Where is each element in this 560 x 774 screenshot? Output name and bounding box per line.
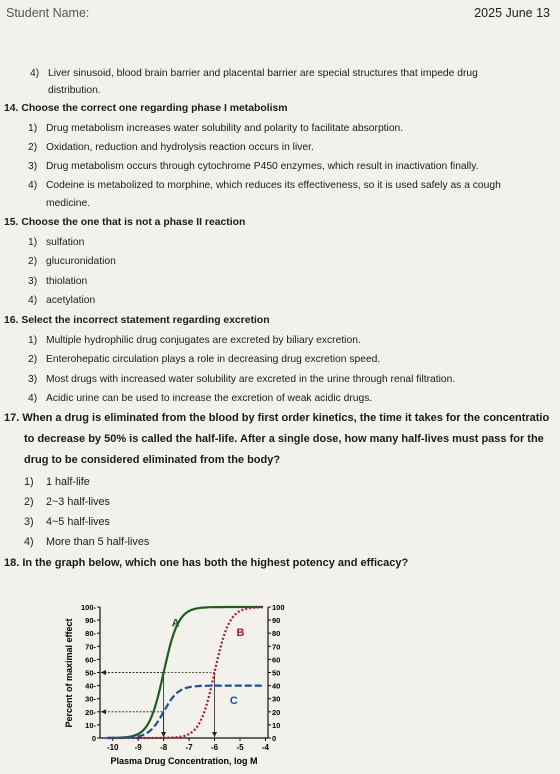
x-tick-label: -7 — [185, 743, 193, 752]
option-text: 2~3 half-lives — [46, 496, 110, 508]
y-tick-label-left: 80- — [85, 629, 96, 639]
q14-option-4-cont: medicine. — [46, 198, 91, 209]
y-tick-label-left: 10- — [85, 720, 96, 730]
option-text: acetylation — [46, 295, 96, 306]
y-tick-label-right: 70 — [272, 642, 281, 652]
option-text: thiolation — [46, 276, 88, 287]
option-text: Acidic urine can be used to increase the excretion of weak acidic drugs. — [46, 393, 373, 404]
exam-date: 2025 June 13 — [474, 6, 550, 20]
option-number: 1) — [24, 476, 34, 488]
option-number: 2) — [28, 142, 38, 153]
option-text: 4~5 half-lives — [46, 516, 110, 528]
x-tick-label: -10 — [106, 743, 119, 752]
q14-title: 14. Choose the correct one regarding phase I metabolism — [4, 103, 288, 114]
dose-response-chart — [60, 598, 310, 768]
x-tick-label: -9 — [134, 743, 142, 752]
q16-option-3 — [28, 373, 455, 386]
option-text: Drug metabolism occurs through cytochrome P450 enzymes, which result in inactivation finally. — [46, 161, 479, 172]
option-number: 2) — [24, 496, 34, 508]
x-axis-label: Plasma Drug Concentration, log M — [110, 756, 258, 766]
q13-option-4 — [30, 67, 478, 80]
q15-option-3 — [28, 275, 87, 288]
chart-ticks — [81, 603, 285, 752]
x-tick-label: -6 — [210, 743, 219, 752]
y-tick-label-right: 40 — [272, 681, 281, 691]
x-tick-label: -4 — [261, 743, 270, 752]
option-text: Multiple hydrophilic drug conjugates are excreted by biliary excretion. — [46, 335, 361, 346]
option-number: 4) — [28, 393, 38, 404]
ref-arrow-down — [161, 732, 166, 737]
q17-line-1: 17. When a drug is eliminated from the blood by first order kinetics, the time it takes for the concentratio — [4, 412, 550, 424]
option-text: Most drugs with increased water solubility are excreted in the urine through renal filtration. — [46, 374, 456, 385]
q15-option-2 — [28, 255, 116, 268]
ref-arrow-left — [101, 670, 106, 675]
q17-option-4 — [24, 535, 149, 549]
q16-option-4 — [28, 392, 372, 405]
option-text: Oxidation, reduction and hydrolysis reaction occurs in liver. — [46, 142, 314, 153]
y-tick-label-left: 70- — [85, 642, 96, 652]
q16-option-2 — [28, 353, 380, 366]
option-number: 1) — [28, 237, 38, 248]
y-tick-label-right: 100 — [272, 603, 285, 612]
q15-option-1 — [28, 236, 84, 249]
option-text: glucuronidation — [46, 256, 116, 267]
y-tick-label-left: 30- — [85, 694, 96, 704]
y-tick-label-right: 30 — [272, 694, 281, 704]
option-number: 4) — [30, 68, 40, 79]
y-tick-label-right: 90 — [272, 616, 281, 626]
y-tick-label-left: 60- — [85, 655, 96, 665]
q17-line-3: drug to be considered eliminated from the body? — [24, 454, 281, 466]
y-tick-label-right: 80 — [272, 629, 281, 639]
y-tick-label-left: 40- — [85, 681, 96, 691]
y-tick-label-left: 90- — [85, 616, 96, 626]
option-number: 2) — [28, 256, 38, 267]
option-text: sulfation — [46, 237, 85, 248]
y-tick-label-right: 60 — [272, 655, 281, 665]
option-text: Liver sinusoid, blood brain barrier and placental barrier are special structures that impede drug — [48, 68, 478, 79]
q17-line-2: to decrease by 50% is called the half-life. After a single dose, how many half-lives must pass for the — [24, 433, 544, 445]
series-label-c: C — [229, 694, 238, 707]
q15-option-4 — [28, 294, 95, 307]
ref-arrow-down — [212, 732, 217, 737]
q17-option-1 — [24, 475, 90, 489]
series-label-b: B — [236, 626, 245, 639]
option-number: 3) — [28, 161, 38, 172]
option-text: Codeine is metabolized to morphine, which reduces its effectiveness, so it is used safely as a cough — [46, 180, 501, 191]
q16-title: 16. Select the incorrect statement regarding excretion — [4, 315, 270, 326]
q17-option-2 — [24, 495, 110, 509]
option-number: 3) — [28, 374, 38, 385]
option-number: 4) — [24, 536, 34, 548]
y-tick-label-right: 0 — [272, 734, 277, 743]
series-labels — [172, 618, 245, 707]
q13-option-4-cont: distribution. — [48, 85, 101, 96]
option-number: 4) — [28, 295, 38, 306]
option-text: Drug metabolism increases water solubility and polarity to facilitate absorption. — [46, 123, 404, 134]
option-number: 2) — [28, 354, 38, 365]
y-tick-label-left: 100- — [80, 603, 96, 612]
option-text: Enterohepatic circulation plays a role in decreasing drug excretion speed. — [46, 354, 381, 365]
q14-option-2 — [28, 141, 314, 154]
page-header — [6, 6, 550, 26]
y-axis-label: Percent of maximal effect — [64, 618, 74, 728]
ref-arrow-left — [101, 709, 106, 714]
y-tick-label-left: 0 — [91, 734, 96, 743]
y-tick-label-right: 20 — [272, 707, 281, 717]
option-number: 1) — [28, 335, 38, 346]
option-number: 4) — [28, 180, 38, 191]
y-tick-label-left: 20- — [85, 707, 96, 717]
q14-option-4 — [28, 179, 501, 192]
option-number: 3) — [28, 276, 38, 287]
q14-option-3 — [28, 160, 478, 173]
q17-option-3 — [24, 515, 110, 529]
y-tick-label-right: 50 — [272, 668, 281, 678]
y-tick-label-left: 50- — [85, 668, 96, 678]
option-number: 3) — [24, 516, 34, 528]
x-tick-label: -5 — [236, 743, 244, 752]
x-tick-label: -8 — [160, 743, 168, 752]
option-text: More than 5 half-lives — [46, 536, 150, 548]
student-name-label: Student Name: — [6, 6, 90, 20]
q14-option-1 — [28, 122, 403, 135]
reference-lines — [101, 670, 217, 737]
q16-option-1 — [28, 334, 361, 347]
series-label-a: A — [171, 617, 180, 630]
option-number: 1) — [28, 123, 38, 134]
y-tick-label-right: 10 — [272, 720, 281, 730]
q15-title: 15. Choose the one that is not a phase II reaction — [4, 217, 246, 228]
option-text: 1 half-life — [46, 476, 90, 488]
q18-title: 18. In the graph below, which one has both the highest potency and efficacy? — [4, 557, 409, 569]
